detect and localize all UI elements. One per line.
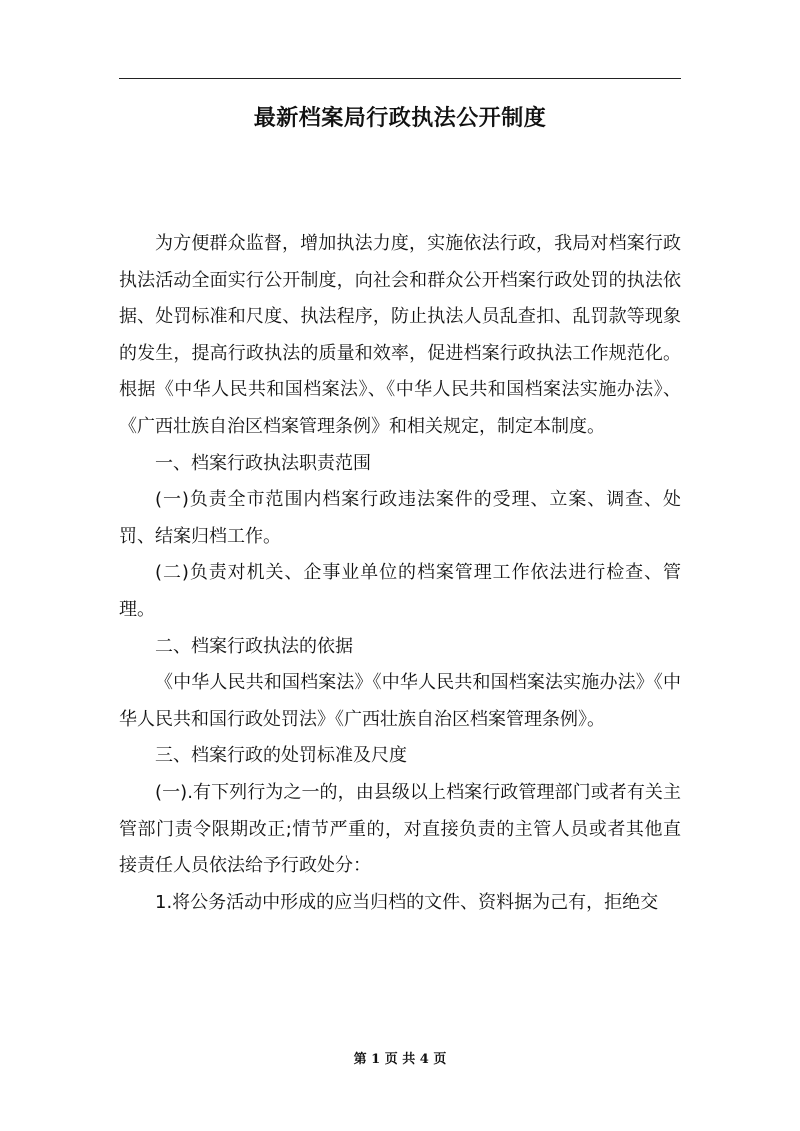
document-body: [119, 226, 681, 921]
section-heading-1: 一、档案行政执法职责范围: [155, 452, 371, 474]
intro-paragraph: 为方便群众监督，增加执法力度，实施依法行政，我局对档案行政执法活动全面实行公开制度，向社会和群众公开档案行政处罚的执法依据、处罚标准和尺度、执法程序，防止执法人员乱查扣、乱罚款等现象的发生，提高行政执法的质量和效率，促进档案行政执法工作规范化。根据《中华人民共和国档案法》、《中华人民共和国档案法实施办法》、《广西壮族自治区档案管理条例》和相关规定，制定本制度。: [119, 233, 681, 437]
header-divider: [119, 78, 681, 79]
section-3-item-1: (一).有下列行为之一的，由县级以上档案行政管理部门或者有关主管部门责令限期改正;情节严重的，对直接负责的主管人员或者其他直接责任人员依法给予行政处分：: [119, 781, 681, 877]
section-heading-2: 二、档案行政执法的依据: [155, 635, 353, 657]
section-1-item-1: (一)负责全市范围内档案行政违法案件的受理、立案、调查、处罚、结案归档工作。: [119, 489, 681, 547]
section-heading-3: 三、档案行政的处罚标准及尺度: [155, 745, 407, 767]
document-title: 最新档案局行政执法公开制度: [253, 106, 547, 131]
section-1-item-2: (二)负责对机关、企事业单位的档案管理工作依法进行检查、管理。: [119, 562, 681, 620]
section-2-laws: 《中华人民共和国档案法》《中华人民共和国档案法实施办法》《中华人民共和国行政处罚法》《广西壮族自治区档案管理条例》。: [119, 672, 681, 730]
section-3-subitem-1: 1.将公务活动中形成的应当归档的文件、资料据为己有，拒绝交: [155, 891, 659, 913]
page-number: 第 1 页 共 4 页: [353, 1052, 447, 1067]
